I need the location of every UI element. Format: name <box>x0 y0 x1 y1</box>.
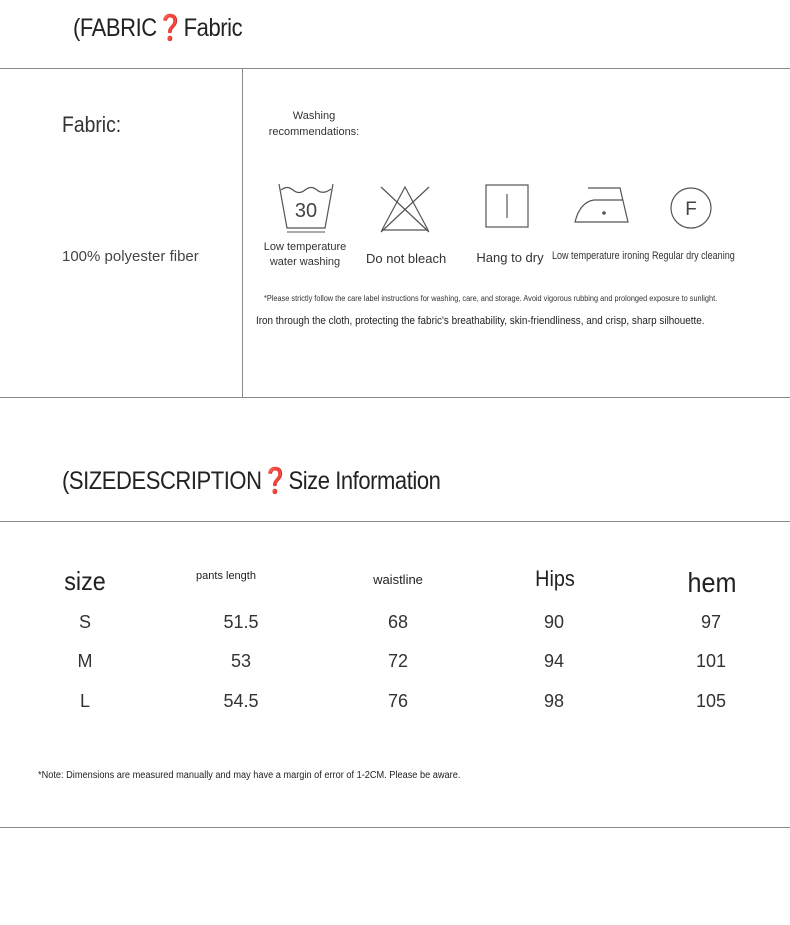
care-label-dryclean: Regular dry cleaning <box>652 250 735 262</box>
hang-dry-icon <box>485 184 529 233</box>
divider <box>0 521 790 522</box>
table-cell: 54.5 <box>223 691 259 711</box>
low-iron-icon <box>574 186 630 229</box>
divider <box>0 827 790 828</box>
wash-temp-text: 30 <box>294 200 318 222</box>
table-cell: 68 <box>387 612 409 632</box>
col-header-pants-length: pants length <box>196 570 256 582</box>
fabric-value: 100% polyester fiber <box>62 248 199 265</box>
table-cell: 53 <box>230 651 252 671</box>
col-header-size: size <box>64 566 106 596</box>
care-label-wash: Low temperature water washing <box>263 241 347 268</box>
table-cell: 98 <box>543 691 565 711</box>
fabric-section-title: (FABRIC❓Fabric <box>73 14 243 42</box>
wash-30-icon <box>277 182 335 239</box>
table-cell: 72 <box>387 651 409 671</box>
dry-clean-icon <box>670 187 712 234</box>
washing-title: Washing recommendations: <box>268 110 360 138</box>
care-label-hang: Hang to dry <box>476 250 544 265</box>
size-section-title: (SIZEDESCRIPTION❓Size Information <box>62 467 441 495</box>
divider <box>0 68 790 69</box>
table-cell: L <box>79 691 90 711</box>
dry-clean-letter: F <box>685 199 697 220</box>
divider <box>0 397 790 398</box>
table-cell: 76 <box>387 691 409 711</box>
table-cell: 94 <box>543 651 565 671</box>
table-cell: 101 <box>695 651 727 671</box>
table-cell: 97 <box>700 612 722 632</box>
care-instruction-note: *Please strictly follow the care label instructions for washing, care, and storage. Avoid vigorous rubbing and prolonged exposure to sunlight. <box>264 294 718 303</box>
table-cell: S <box>78 612 91 632</box>
divider <box>242 69 243 397</box>
col-header-waistline: waistline <box>373 572 423 587</box>
col-header-hips: Hips <box>535 566 575 591</box>
table-cell: 105 <box>695 691 727 711</box>
fabric-label: Fabric: <box>62 112 122 137</box>
table-cell: 51.5 <box>223 612 259 632</box>
table-cell: M <box>77 651 93 671</box>
ironing-note: Iron through the cloth, protecting the fabric's breathability, skin-friendliness, and crisp, sharp silhouette. <box>256 315 705 327</box>
do-not-bleach-icon <box>378 184 432 239</box>
table-cell: 90 <box>543 612 565 632</box>
size-footnote: *Note: Dimensions are measured manually and may have a margin of error of 1-2CM. Please be aware. <box>38 770 461 781</box>
col-header-hem: hem <box>687 567 737 598</box>
care-label-bleach: Do not bleach <box>366 251 447 266</box>
care-label-iron: Low temperature ironing <box>552 250 650 262</box>
